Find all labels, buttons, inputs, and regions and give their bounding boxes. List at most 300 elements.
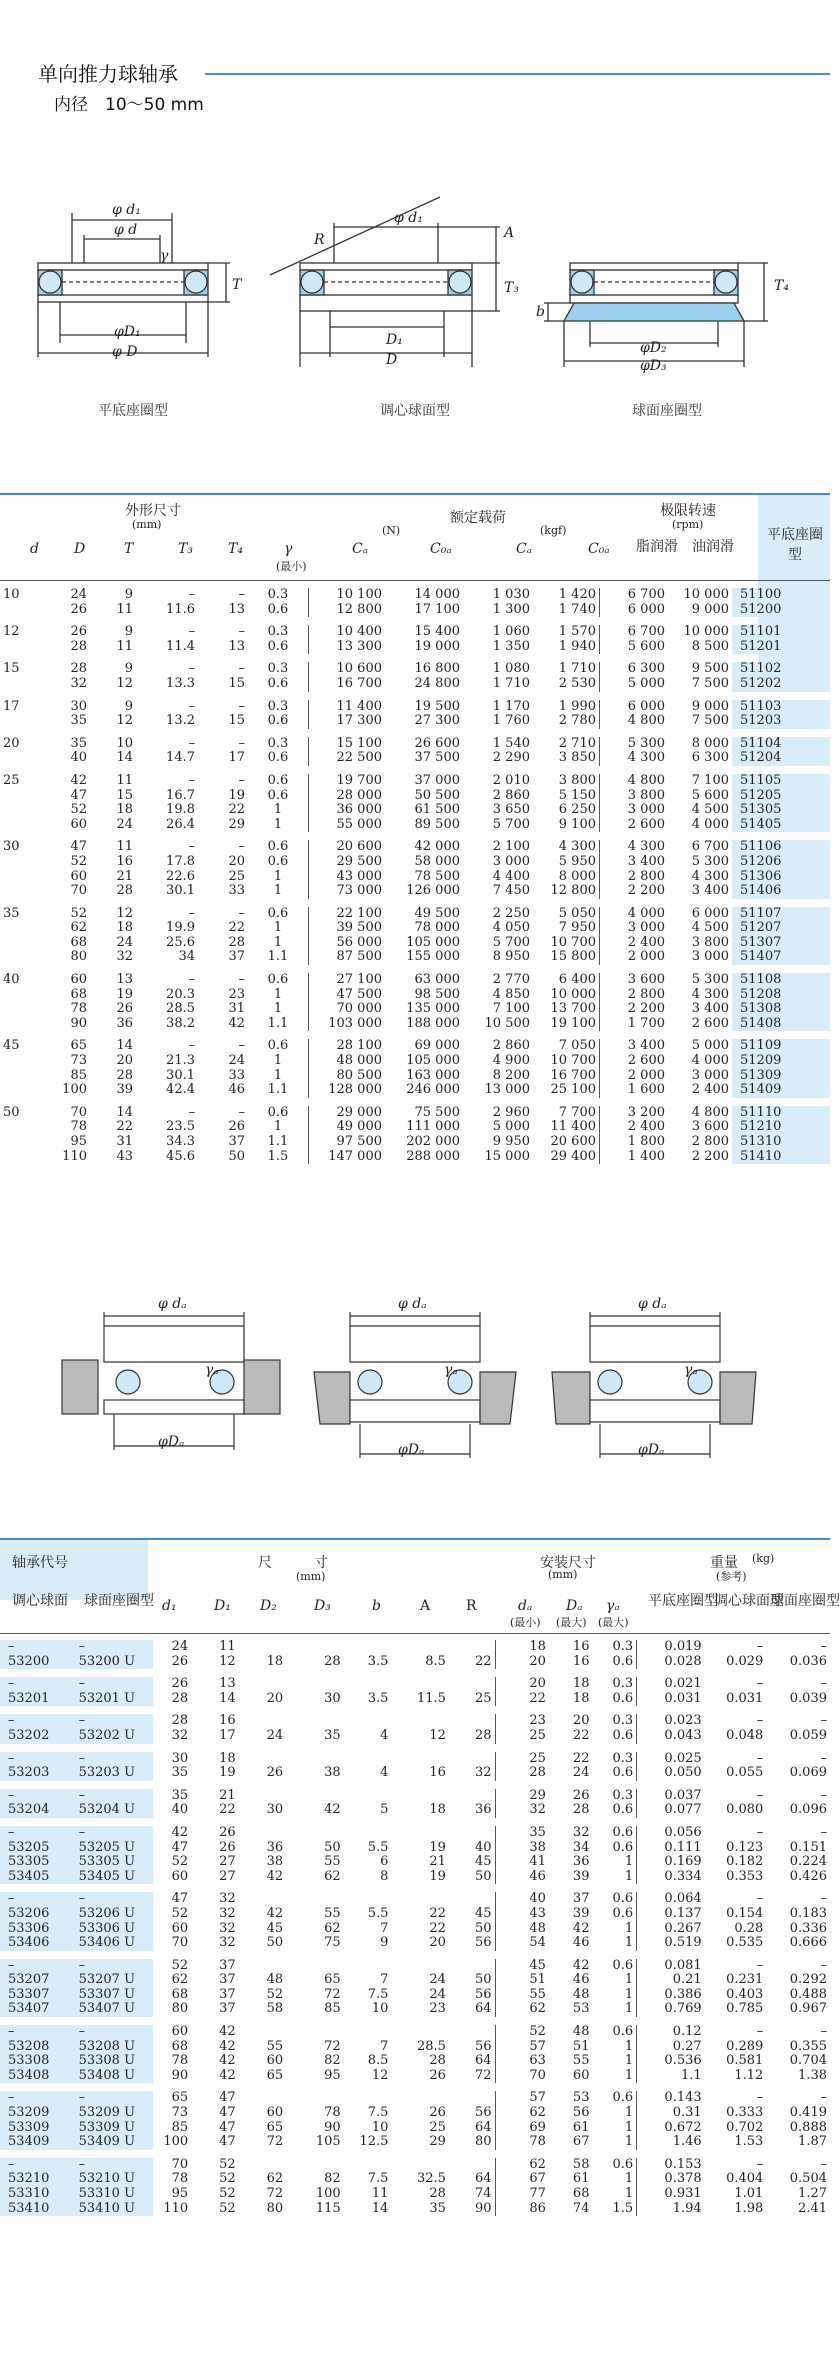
- spherical-seat-code: 53307 U: [73, 1988, 154, 2003]
- value-cell: [344, 1640, 392, 1655]
- spherical-seat-code: –: [73, 1752, 154, 1767]
- value-cell: [391, 1752, 449, 1767]
- table-row: [0, 2002, 830, 2017]
- bearing-code: 51104: [732, 737, 830, 752]
- value-cell: 38.2: [166, 1015, 195, 1031]
- value-cell: 10 500: [484, 1015, 530, 1031]
- value-cell: 18: [572, 1690, 590, 1706]
- value-cell: 0.169: [664, 1854, 702, 1870]
- value-cell: 11 400: [533, 1120, 600, 1135]
- value-cell: 37 000: [414, 772, 460, 788]
- value-cell: 26: [70, 624, 87, 640]
- value-cell: 46: [529, 1868, 546, 1884]
- spherical-seat-code: 53310 U: [73, 2187, 154, 2202]
- bore-d: 20: [3, 735, 20, 751]
- value-cell: 20: [572, 1713, 590, 1729]
- value-cell: 288 000: [406, 1148, 460, 1164]
- value-cell: 5 700: [492, 934, 530, 950]
- spherical-seat-code: –: [73, 1826, 154, 1841]
- value-cell: 7.5: [367, 2105, 389, 2121]
- value-cell: –: [820, 1713, 827, 1729]
- value-cell: 78: [529, 2134, 546, 2150]
- spherical-seat-code: –: [73, 1640, 154, 1655]
- value-cell: 7 450: [492, 883, 530, 899]
- value-cell: 3 400: [691, 883, 729, 899]
- value-cell: –: [188, 661, 195, 677]
- value-cell: 4 900: [492, 1053, 530, 1069]
- t2-col-D1: D₁: [214, 1598, 231, 1614]
- value-cell: 72: [324, 2038, 341, 2054]
- value-cell: 12: [116, 675, 133, 691]
- value-cell: 1 420: [533, 588, 600, 603]
- value-cell: –: [188, 839, 195, 855]
- value-cell: 246 000: [406, 1082, 460, 1098]
- value-cell: 0.029: [726, 1653, 764, 1669]
- value-cell: 0.143: [664, 2090, 702, 2106]
- bearing-code: 51305: [732, 803, 830, 818]
- value-cell: 21: [219, 1787, 236, 1803]
- value-cell: 46: [572, 1972, 590, 1988]
- value-cell: 21: [116, 868, 133, 884]
- value-cell: [239, 1640, 287, 1655]
- value-cell: 52: [266, 1986, 284, 2002]
- value-cell: 26: [228, 1119, 245, 1135]
- value-cell: 0.419: [789, 2105, 827, 2121]
- value-cell: 48: [572, 1986, 590, 2002]
- gap-cell: [0, 2017, 830, 2025]
- value-cell: 2 200: [627, 883, 665, 899]
- value-cell: 61: [572, 2171, 590, 2187]
- value-cell: –: [188, 1104, 195, 1120]
- table-row: [0, 1054, 830, 1069]
- value-cell: [449, 1752, 495, 1767]
- spherical-seat-code: 53204 U: [73, 1803, 154, 1818]
- table-row: [0, 1655, 830, 1670]
- value-cell: 0.153: [664, 2156, 702, 2172]
- value-cell: 0.353: [726, 1868, 764, 1884]
- table-row: [0, 1766, 830, 1781]
- value-cell: 15 400: [414, 624, 460, 640]
- value-cell: [239, 1826, 287, 1841]
- self-aligning-code: –: [0, 2158, 73, 2173]
- value-cell: 0.6: [592, 1729, 636, 1744]
- value-cell: 46: [228, 1082, 245, 1098]
- value-cell: 21: [429, 1854, 446, 1870]
- value-cell: 34: [572, 1839, 590, 1855]
- value-cell: 47: [171, 1839, 189, 1855]
- value-cell: 1 600: [627, 1082, 665, 1098]
- value-cell: 17.8: [166, 853, 195, 869]
- table-row: [0, 803, 830, 818]
- value-cell: 1 710: [533, 662, 600, 677]
- value-cell: 4 050: [492, 920, 530, 936]
- t1-col-D: D: [74, 541, 86, 557]
- spherical-seat-code: –: [73, 1892, 154, 1907]
- value-cell: 147 000: [328, 1148, 382, 1164]
- spherical-seat-code: 53308 U: [73, 2054, 154, 2069]
- t1-rpm: (rpm): [672, 518, 704, 531]
- value-cell: –: [756, 1676, 764, 1692]
- gap-cell: [0, 1818, 830, 1826]
- table-row: [0, 936, 830, 951]
- spherical-seat-code: –: [73, 1789, 154, 1804]
- value-cell: 8 950: [492, 949, 530, 965]
- value-cell: 11: [116, 638, 133, 654]
- value-cell: 40: [70, 750, 87, 766]
- mount-label-da-3: φ dₐ: [638, 1296, 667, 1312]
- spherical-seat-code: 53202 U: [73, 1729, 154, 1744]
- bearing-code: 51405: [732, 818, 830, 833]
- value-cell: [239, 1752, 287, 1767]
- value-cell: 26: [219, 1839, 236, 1855]
- bore-d: 17: [3, 698, 20, 714]
- value-cell: 0.039: [789, 1690, 827, 1706]
- value-cell: –: [756, 1957, 764, 1973]
- label-D1-self: D₁: [386, 332, 403, 348]
- value-cell: 55: [266, 2038, 284, 2054]
- value-cell: 7 500: [691, 713, 729, 729]
- value-cell: –: [820, 1639, 827, 1654]
- value-cell: 8 000: [533, 870, 600, 885]
- value-cell: 40: [529, 1891, 546, 1907]
- value-cell: 1: [248, 988, 309, 1003]
- value-cell: 24: [429, 1972, 446, 1988]
- value-cell: 26: [266, 1765, 284, 1781]
- table2-header-rule: [0, 1633, 830, 1634]
- value-cell: 25 100: [533, 1083, 600, 1098]
- value-cell: 49 000: [336, 1119, 382, 1135]
- value-cell: 21.3: [166, 1053, 195, 1069]
- value-cell: 7: [380, 1920, 389, 1936]
- spherical-seat-code: 53408 U: [73, 2069, 154, 2084]
- value-cell: –: [238, 839, 245, 855]
- value-cell: –: [238, 972, 245, 988]
- value-cell: 13: [228, 601, 245, 617]
- value-cell: 7.5: [367, 2171, 389, 2187]
- value-cell: 30.1: [166, 1067, 195, 1083]
- value-cell: –: [756, 2024, 764, 2040]
- caption-self-aligning: 调心球面型: [380, 403, 450, 419]
- bore-d: [0, 1083, 40, 1098]
- table-row: [0, 700, 830, 715]
- value-cell: 67: [572, 2134, 590, 2150]
- value-cell: 23.5: [166, 1119, 195, 1135]
- value-cell: 0.6: [592, 1655, 636, 1670]
- value-cell: 56: [449, 2106, 495, 2121]
- value-cell: [344, 1789, 392, 1804]
- value-cell: 2 600: [691, 1015, 729, 1031]
- value-cell: 2.41: [798, 2200, 827, 2216]
- value-cell: –: [188, 735, 195, 751]
- value-cell: 74: [449, 2187, 495, 2202]
- value-cell: [239, 2025, 287, 2040]
- value-cell: 13.2: [166, 713, 195, 729]
- value-cell: 11.5: [417, 1690, 446, 1706]
- value-cell: 3 200: [627, 1104, 665, 1120]
- value-cell: 13 300: [336, 638, 382, 654]
- t1-col-Ca2: Cₐ: [516, 541, 532, 557]
- mount-spherical: [552, 1312, 756, 1458]
- value-cell: 5 000: [627, 675, 665, 691]
- value-cell: 47: [219, 2134, 236, 2150]
- value-cell: 4 300: [691, 868, 729, 884]
- value-cell: 28: [429, 2186, 446, 2201]
- value-cell: 111 000: [406, 1119, 460, 1135]
- value-cell: 1.98: [734, 2200, 764, 2216]
- self-aligning-code: 53307: [0, 1988, 73, 2003]
- value-cell: 0.3: [248, 700, 309, 715]
- value-cell: 54: [529, 1935, 546, 1951]
- t2-col-D2: D₂: [260, 1598, 277, 1614]
- value-cell: 39 500: [336, 920, 382, 936]
- value-cell: 12: [371, 2067, 389, 2083]
- value-cell: 95: [171, 2186, 189, 2201]
- t2-col-Da: Dₐ: [566, 1598, 583, 1614]
- value-cell: 62: [266, 2171, 284, 2187]
- mount-self: [314, 1312, 516, 1458]
- value-cell: 30: [70, 698, 87, 714]
- value-cell: [344, 2091, 392, 2106]
- bearing-code: 51108: [732, 973, 830, 988]
- value-cell: 28: [324, 1653, 341, 1669]
- value-cell: 11: [116, 839, 133, 855]
- value-cell: 35: [70, 735, 87, 751]
- value-cell: 42: [266, 1868, 284, 1884]
- value-cell: 0.6: [248, 774, 309, 789]
- table-row: [0, 2158, 830, 2173]
- value-cell: 16: [116, 853, 133, 869]
- value-cell: –: [756, 1891, 764, 1907]
- value-cell: 56: [449, 1988, 495, 2003]
- bearing-code: 51207: [732, 921, 830, 936]
- value-cell: 28: [70, 661, 87, 677]
- value-cell: 10 700: [533, 1054, 600, 1069]
- value-cell: 70: [70, 1104, 87, 1120]
- value-cell: 32: [219, 1891, 236, 1907]
- value-cell: 3 650: [492, 802, 530, 818]
- value-cell: 86: [529, 2200, 546, 2216]
- value-cell: 45: [266, 1920, 284, 1936]
- value-cell: 80: [266, 2200, 284, 2216]
- bore-d: [0, 714, 40, 729]
- value-cell: 20 600: [533, 1135, 600, 1150]
- value-cell: 48: [572, 2024, 590, 2040]
- value-cell: 0.931: [664, 2186, 702, 2201]
- value-cell: 35: [324, 1727, 341, 1743]
- value-cell: 0.6: [592, 1907, 636, 1922]
- value-cell: 1: [248, 818, 309, 833]
- value-cell: 0.3: [248, 588, 309, 603]
- spherical-seat-code: –: [73, 2025, 154, 2040]
- value-cell: 60: [266, 2053, 284, 2069]
- value-cell: [286, 1752, 343, 1767]
- value-cell: 126 000: [406, 883, 460, 899]
- value-cell: 5 600: [691, 787, 729, 803]
- value-cell: –: [820, 1957, 827, 1973]
- value-cell: 0.3: [248, 625, 309, 640]
- value-cell: 47: [70, 839, 87, 855]
- value-cell: 0.6: [592, 2091, 636, 2106]
- value-cell: 2 770: [492, 972, 530, 988]
- value-cell: 1.27: [798, 2186, 827, 2201]
- value-cell: 22: [449, 1655, 495, 1670]
- value-cell: 22.6: [166, 868, 195, 884]
- value-cell: 52: [70, 853, 87, 869]
- value-cell: 2 000: [627, 1067, 665, 1083]
- value-cell: 60: [171, 1868, 189, 1884]
- t2-col-D3: D₃: [314, 1598, 331, 1614]
- value-cell: 47: [171, 1891, 189, 1907]
- value-cell: 32.5: [417, 2171, 446, 2187]
- t1-unit-kgf: (kgf): [540, 524, 567, 537]
- gap-cell: [0, 2150, 830, 2158]
- mount-flat: [62, 1312, 280, 1450]
- label-R: R: [314, 232, 325, 248]
- value-cell: 29: [529, 1787, 546, 1803]
- value-cell: 36: [116, 1015, 133, 1031]
- value-cell: 7: [380, 1972, 389, 1988]
- self-aligning-code: 53201: [0, 1692, 73, 1707]
- value-cell: 32: [219, 1905, 236, 1921]
- spherical-seat-code: –: [73, 1959, 154, 1974]
- mount-label-da-2: φ dₐ: [398, 1296, 427, 1312]
- self-aligning-code: 53306: [0, 1922, 73, 1937]
- value-cell: 0.3: [592, 1789, 636, 1804]
- value-cell: 1.12: [734, 2067, 764, 2083]
- value-cell: 26: [219, 1824, 236, 1840]
- value-cell: 7 500: [691, 675, 729, 691]
- value-cell: 23: [429, 2001, 446, 2017]
- value-cell: 4 300: [691, 986, 729, 1002]
- value-cell: 0.333: [726, 2105, 764, 2121]
- value-cell: 0.6: [248, 1106, 309, 1121]
- value-cell: 47 500: [336, 986, 382, 1002]
- value-cell: –: [820, 2090, 827, 2106]
- value-cell: [449, 2091, 495, 2106]
- gap-cell: [0, 1706, 830, 1714]
- bore-d: 45: [3, 1038, 20, 1054]
- value-cell: 28: [116, 1067, 133, 1083]
- value-cell: 78 500: [414, 868, 460, 884]
- value-cell: 90: [324, 2119, 341, 2135]
- value-cell: 0.6: [592, 2158, 636, 2173]
- value-cell: 11: [116, 772, 133, 788]
- value-cell: 28: [449, 1729, 495, 1744]
- value-cell: 0.289: [726, 2038, 764, 2054]
- value-cell: 1: [592, 2135, 636, 2150]
- value-cell: 2 400: [627, 1119, 665, 1135]
- label-T: T: [232, 277, 242, 293]
- value-cell: 0.6: [248, 677, 309, 692]
- value-cell: 0.111: [664, 1839, 702, 1855]
- value-cell: 135 000: [406, 1001, 460, 1017]
- gap-cell: [0, 2083, 830, 2091]
- value-cell: 10 600: [336, 661, 382, 677]
- bearing-code: 51206: [732, 855, 830, 870]
- value-cell: [286, 1826, 343, 1841]
- value-cell: 18: [429, 1802, 446, 1818]
- spherical-seat-code: –: [73, 1677, 154, 1692]
- value-cell: 0.123: [726, 1839, 764, 1855]
- value-cell: 57: [529, 2038, 546, 2054]
- spherical-seat-code: 53409 U: [73, 2135, 154, 2150]
- table-row: [0, 2025, 830, 2040]
- value-cell: 1 740: [533, 603, 600, 618]
- value-cell: 42.4: [166, 1082, 195, 1098]
- value-cell: 37: [228, 949, 245, 965]
- value-cell: 72: [266, 2186, 284, 2201]
- value-cell: 2 250: [492, 905, 530, 921]
- value-cell: 9 950: [492, 1134, 530, 1149]
- value-cell: 6 400: [533, 973, 600, 988]
- bearing-code: 51406: [732, 884, 830, 899]
- value-cell: 15: [116, 787, 133, 803]
- bore-d: [0, 950, 40, 965]
- label-D2: φD₂: [640, 340, 667, 356]
- t2-dims-unit: (mm): [296, 1570, 326, 1583]
- table-row: [0, 2040, 830, 2055]
- value-cell: 55 000: [336, 816, 382, 832]
- value-cell: 1 300: [492, 601, 530, 617]
- value-cell: 20: [529, 1676, 546, 1692]
- value-cell: 25: [449, 1692, 495, 1707]
- value-cell: 35: [171, 1787, 189, 1803]
- value-cell: 0.12: [672, 2024, 702, 2040]
- table-row: [0, 870, 830, 885]
- value-cell: 105 000: [406, 1053, 460, 1069]
- value-cell: 22: [116, 1119, 133, 1135]
- value-cell: 1 540: [492, 735, 530, 751]
- value-cell: 2 200: [627, 1001, 665, 1017]
- value-cell: –: [238, 587, 245, 602]
- value-cell: 22: [228, 802, 245, 818]
- table2: [0, 1640, 830, 2216]
- value-cell: 29 500: [336, 853, 382, 869]
- value-cell: 4 300: [627, 839, 665, 855]
- label-b: b: [536, 304, 545, 320]
- value-cell: 0.6: [248, 907, 309, 922]
- value-cell: 0.183: [789, 1905, 827, 1921]
- value-cell: 3 600: [627, 972, 665, 988]
- value-cell: 35: [529, 1824, 546, 1840]
- value-cell: 47: [219, 2119, 236, 2135]
- value-cell: 3 000: [691, 949, 729, 965]
- value-cell: 100: [315, 2186, 341, 2201]
- value-cell: 36: [572, 1854, 590, 1870]
- bore-d: [0, 1135, 40, 1150]
- value-cell: 2 800: [691, 1134, 729, 1149]
- value-cell: 47: [70, 787, 87, 803]
- value-cell: 24: [70, 587, 87, 602]
- t2-dims: 尺 寸: [258, 1555, 328, 1571]
- value-cell: 1 570: [533, 625, 600, 640]
- value-cell: 19.8: [166, 802, 195, 818]
- table-row: [0, 2121, 830, 2136]
- value-cell: [286, 1640, 343, 1655]
- spherical-seat-code: 53205 U: [73, 1841, 154, 1856]
- bearing-code: 51409: [732, 1083, 830, 1098]
- value-cell: 0.6: [592, 1892, 636, 1907]
- value-cell: 0.6: [592, 1692, 636, 1707]
- value-cell: 50: [449, 1870, 495, 1885]
- value-cell: 1: [248, 936, 309, 951]
- value-cell: 70: [70, 883, 87, 899]
- value-cell: 2 800: [627, 868, 665, 884]
- value-cell: 8 200: [492, 1067, 530, 1083]
- mount-label-Da-2: φDₐ: [398, 1442, 425, 1458]
- value-cell: 18: [266, 1653, 284, 1669]
- value-cell: 7 100: [492, 1001, 530, 1017]
